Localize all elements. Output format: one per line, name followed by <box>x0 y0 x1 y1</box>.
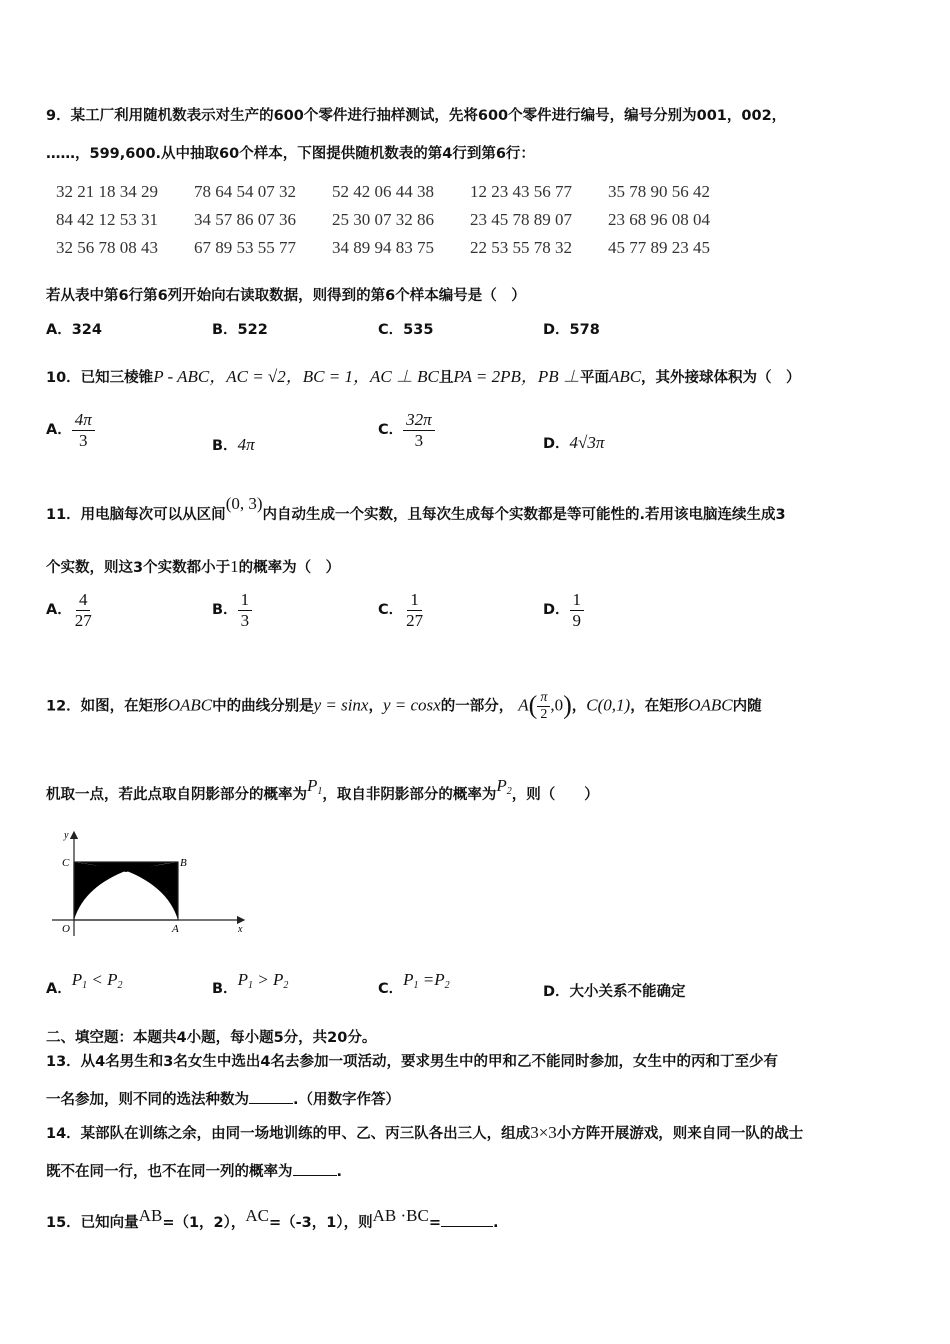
random-table-row-4 <box>56 182 746 202</box>
q10-prefix: 10．已知三棱锥 <box>46 370 154 386</box>
q14-line1 <box>46 1122 803 1143</box>
q12-text: ，取自非阴影部分的概率为 <box>322 787 497 803</box>
subscript: 2 <box>506 786 512 797</box>
q12-text: 12．如图，在矩形 <box>46 698 168 715</box>
option-label: A． <box>46 602 72 619</box>
subscript: 2 <box>283 980 289 991</box>
vector-dot-product: AB ·BC <box>372 1206 429 1225</box>
option-label: A． <box>46 981 72 997</box>
q15-text: 15．已知向量 <box>46 1215 139 1231</box>
q11-interval: (0, 3) <box>225 494 263 513</box>
q12-comma: ， <box>571 698 587 715</box>
q14-text: 既不在同一行，也不在同一列的概率为 <box>46 1164 293 1180</box>
shaded-region-left <box>74 862 128 920</box>
q9-line1: 9．某工厂利用随机数表示对生产的600个零件进行抽样测试，先将600个零件进行编号，编号分别为001，002， <box>46 108 787 124</box>
rand-group: 78 64 54 07 32 <box>194 182 296 201</box>
rand-group: 52 42 06 44 38 <box>332 182 434 201</box>
option-label: B． <box>212 602 238 619</box>
shaded-region-right <box>124 862 178 920</box>
q10-math1: P - ABC，AC = √2，BC = 1，AC ⊥ BC <box>153 367 439 386</box>
q10-mid: 且 <box>438 370 454 386</box>
q11-one: 1 <box>230 557 239 576</box>
q12-oabc: OABC <box>167 695 213 715</box>
label-a: A <box>172 923 179 935</box>
q12-text: 内随 <box>732 698 762 715</box>
q12-text: 中的曲线分别是 <box>212 698 314 715</box>
q12-option-a <box>46 970 123 998</box>
rand-group: 12 23 43 56 77 <box>470 182 572 201</box>
rand-group: 22 53 55 78 32 <box>470 238 572 257</box>
subscript: 1 <box>317 786 323 797</box>
rand-group: 67 89 53 55 77 <box>194 238 296 257</box>
label-c: C <box>62 857 70 869</box>
q14-line2 <box>46 1160 342 1181</box>
p-symbol: P <box>434 970 445 989</box>
relation: < <box>91 970 103 989</box>
q12-option-b <box>212 970 288 998</box>
denominator: 27 <box>74 610 92 630</box>
numerator: π <box>537 690 550 707</box>
denominator: 2 <box>540 707 548 723</box>
q14-text: . <box>336 1164 343 1180</box>
q10-option-a <box>46 410 95 450</box>
q11-line1 <box>46 494 786 524</box>
numerator: 32π <box>403 410 435 431</box>
q9-line3: 若从表中第6行第6列开始向右读取数据，则得到的第6个样本编号是（ ） <box>46 288 526 304</box>
q10-math3: ABC <box>608 367 642 386</box>
q13-line1: 13．从4名男生和3名女生中选出4名去参加一项活动，要求男生中的甲和乙不能同时参加，女生中的丙和丁至少有 <box>46 1054 778 1070</box>
fraction <box>537 690 550 723</box>
q10-option-b <box>212 434 255 455</box>
q10-suffix: ，其外接球体积为（ ） <box>641 370 801 386</box>
q12-option-a-expr <box>72 970 123 989</box>
rand-group: 32 56 78 08 43 <box>56 238 158 257</box>
denominator: 9 <box>572 610 582 630</box>
q10-b-value: 4π <box>237 435 255 454</box>
p-symbol: P <box>403 970 414 989</box>
q11-option-c <box>378 590 426 630</box>
q12-oabc: OABC <box>688 695 733 715</box>
rand-group: 35 78 90 56 42 <box>608 182 710 201</box>
option-label: C． <box>378 602 404 619</box>
rand-group: 32 21 18 34 29 <box>56 182 158 201</box>
q12-text: 机取一点，若此点取自阴影部分的概率为 <box>46 787 307 803</box>
fraction <box>570 590 585 630</box>
label-o: O <box>62 923 70 935</box>
q11-text: 内自动生成一个实数，且每次生成每个实数都是等可能性的.若用该电脑连续生成3 <box>262 507 786 523</box>
q11-text: 个实数，则这3个实数都小于 <box>46 560 231 576</box>
q12-option-d <box>543 980 686 1001</box>
option-label: B． <box>212 438 238 454</box>
rand-group: 25 30 07 32 86 <box>332 210 434 229</box>
fraction <box>72 410 95 450</box>
p-symbol: P <box>71 970 83 989</box>
q15-eq: = <box>428 1215 441 1231</box>
denominator: 27 <box>406 610 424 630</box>
q12-option-d-text: 大小关系不能确定 <box>569 984 686 1000</box>
q12-zero: ,0 <box>550 695 564 715</box>
option-label: C． <box>378 422 404 439</box>
option-label: D． <box>543 984 570 1000</box>
p-symbol: P <box>237 970 248 989</box>
q12-option-c <box>378 970 450 998</box>
answer-blank <box>249 1091 293 1104</box>
option-label: C． <box>378 981 404 997</box>
option-label: D． <box>543 436 570 452</box>
q11-option-a <box>46 590 95 630</box>
q11-text: 的概率为（ ） <box>238 560 341 576</box>
rand-group: 23 45 78 89 07 <box>470 210 572 229</box>
q12-figure <box>44 828 250 940</box>
q12-text: ，在矩形 <box>630 698 689 715</box>
q11-text: 11．用电脑每次可以从区间 <box>46 507 226 523</box>
q14-grid-size: 3×3 <box>530 1123 557 1142</box>
fraction <box>238 590 253 630</box>
q11-option-b <box>212 590 252 630</box>
q12-point-c: C(0,1) <box>586 695 631 715</box>
denominator: 3 <box>240 610 250 630</box>
q13-text: 一名参加，则不同的选法种数为 <box>46 1092 249 1108</box>
rand-group: 84 42 12 53 31 <box>56 210 158 229</box>
q14-text: 14．某部队在训练之余，由同一场地训练的甲、乙、丙三队各出三人，组成 <box>46 1126 531 1142</box>
q13-line2 <box>46 1088 400 1109</box>
rand-group: 23 68 96 08 04 <box>608 210 710 229</box>
subscript: 2 <box>117 980 123 991</box>
q12-p2 <box>496 776 511 795</box>
random-table-row-6 <box>56 238 746 258</box>
relation: = <box>422 970 435 989</box>
q11-option-d <box>543 590 584 630</box>
q9-line2: ……，599,600.从中抽取60个样本，下图提供随机数表的第4行到第6行： <box>46 146 535 162</box>
answer-blank <box>293 1163 337 1176</box>
vector-ab: AB <box>138 1206 163 1225</box>
option-label: B． <box>212 981 238 997</box>
q13-text: .（用数字作答） <box>293 1092 401 1108</box>
q10-mid2: 平面 <box>579 370 609 386</box>
q9-option-a: A．324 <box>46 322 102 338</box>
label-b: B <box>180 857 187 869</box>
subscript: 2 <box>444 980 450 991</box>
p-symbol: P <box>272 970 284 989</box>
fraction <box>72 590 95 630</box>
vector-ac: AC <box>245 1206 270 1225</box>
rand-group: 45 77 89 23 45 <box>608 238 710 257</box>
p-symbol: P <box>496 776 507 795</box>
numerator: 4π <box>72 410 95 431</box>
q12-option-c-expr <box>403 970 450 989</box>
numerator: 4 <box>76 590 91 611</box>
p-symbol: P <box>107 970 118 989</box>
q10-stem <box>46 362 801 387</box>
q10-option-c <box>378 410 435 450</box>
q11-line2 <box>46 556 340 577</box>
p-symbol: P <box>307 776 318 795</box>
numerator: 1 <box>570 590 585 611</box>
q14-text: 小方阵开展游戏，则来自同一队的战士 <box>556 1126 804 1142</box>
answer-blank <box>441 1214 493 1227</box>
subscript: 1 <box>413 980 419 991</box>
label-x: x <box>238 924 243 935</box>
fraction <box>403 410 435 450</box>
section-heading-fill-in: 二、填空题：本题共4小题，每小题5分，共20分。 <box>46 1030 377 1046</box>
q12-cos: y = cosx <box>382 695 441 715</box>
label-y: y <box>64 830 69 841</box>
q12-point-a: A <box>518 695 529 715</box>
q12-text: 的一部分， <box>440 698 514 715</box>
q12-line2 <box>46 776 599 804</box>
subscript: 1 <box>247 980 253 991</box>
q12-comma: ， <box>368 698 383 715</box>
q15-line <box>46 1206 499 1232</box>
option-label: D． <box>543 602 570 619</box>
q15-end: . <box>493 1215 499 1231</box>
q10-d-value: 4√3π <box>569 433 605 452</box>
q12-option-b-expr <box>238 970 289 989</box>
numerator: 1 <box>238 590 253 611</box>
subscript: 1 <box>82 980 88 991</box>
q10-option-d <box>543 432 604 453</box>
q12-p1 <box>307 776 322 795</box>
denominator: 3 <box>79 430 88 450</box>
q9-option-c: C．535 <box>378 322 434 338</box>
q9-option-b: B．522 <box>212 322 268 338</box>
fraction <box>403 590 426 630</box>
q10-math2: PA = 2PB，PB ⊥ <box>453 367 580 386</box>
option-label: A． <box>46 422 72 439</box>
numerator: 1 <box>407 590 422 611</box>
q15-text: =（-3，1），则 <box>269 1215 373 1231</box>
denominator: 3 <box>414 430 424 450</box>
rand-group: 34 89 94 83 75 <box>332 238 434 257</box>
random-table-row-5 <box>56 210 746 230</box>
q15-text: =（1，2）， <box>162 1215 246 1231</box>
q12-sin: y = sinx <box>313 695 369 715</box>
rand-group: 34 57 86 07 36 <box>194 210 296 229</box>
relation: > <box>257 970 269 989</box>
q12-text: ，则（ ） <box>511 787 599 803</box>
q9-option-d: D．578 <box>543 322 600 338</box>
q12-line1: 12．如图，在矩形OABC中的曲线分别是y = sinx，y = cosx的一部分， A( $\frac{\pi}{2}$ ,0)，C(0,1)，在矩形OABC内随 <box>46 690 762 723</box>
